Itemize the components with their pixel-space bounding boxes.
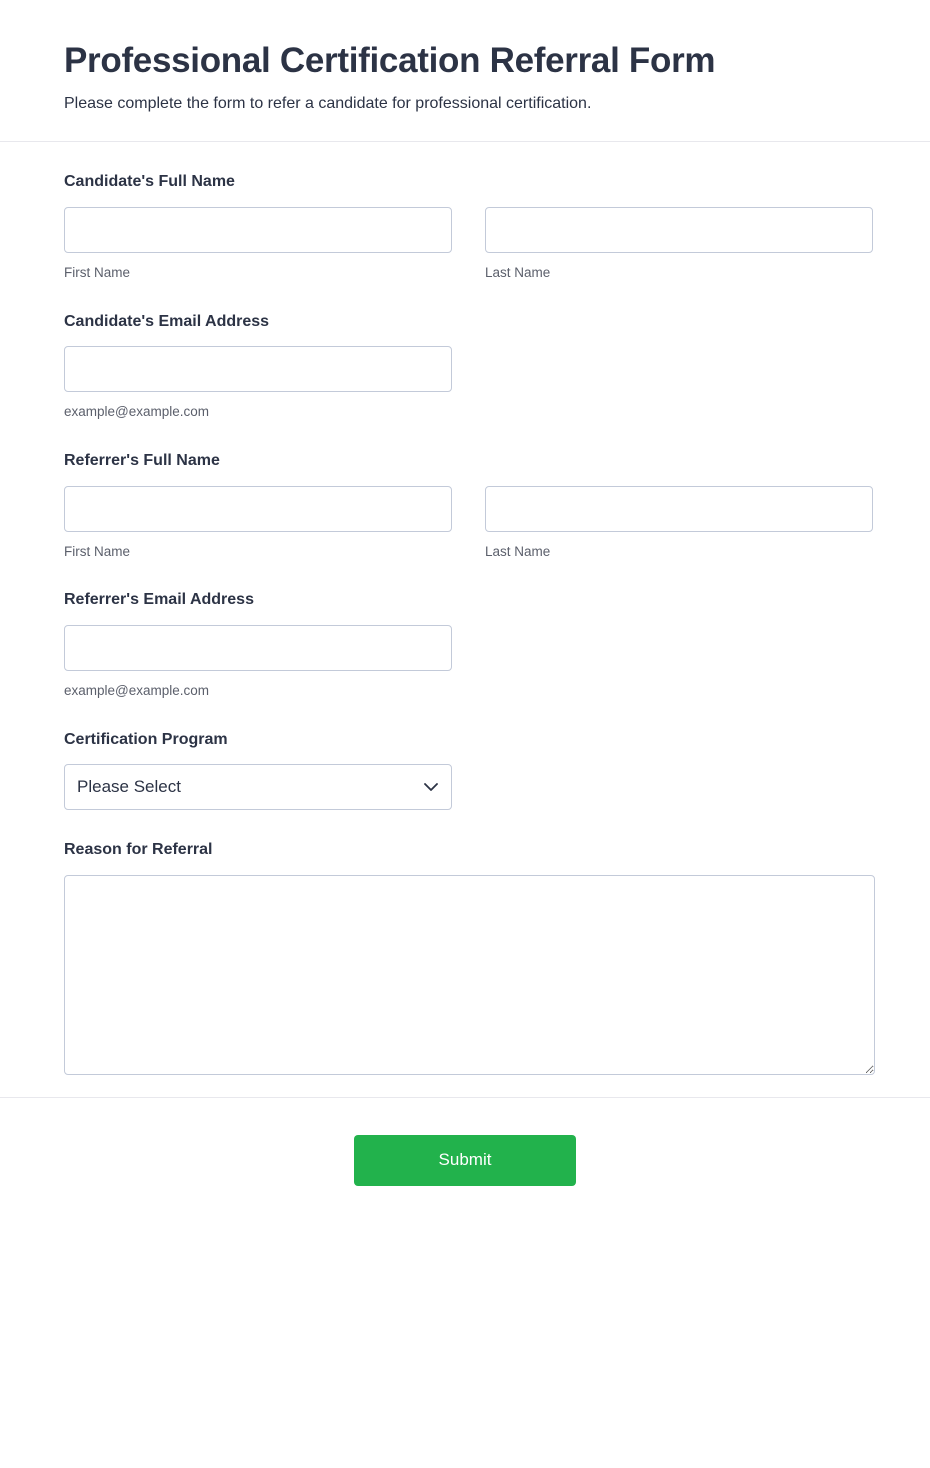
- certification-program-select[interactable]: [64, 764, 452, 810]
- referrer-last-name-sublabel: Last Name: [485, 543, 551, 559]
- field-label-certification-program: Certification Program: [64, 730, 228, 748]
- field-referrer-email: [64, 590, 866, 699]
- referrer-first-name-group: [64, 486, 452, 561]
- submit-button[interactable]: Submit: [354, 1135, 576, 1185]
- referrer-first-name-sublabel: First Name: [64, 543, 131, 559]
- name-row-referrer: [64, 486, 866, 561]
- field-candidate-email: [64, 312, 866, 421]
- candidate-email-sublabel: example@example.com: [64, 404, 210, 420]
- form-body: [0, 142, 930, 1075]
- reason-for-referral-textarea[interactable]: [64, 875, 875, 1075]
- name-row-candidate: [64, 207, 866, 282]
- field-label-candidate-email: Candidate's Email Address: [64, 312, 270, 330]
- field-referrer-full-name: [64, 451, 866, 560]
- referrer-last-name-input[interactable]: [485, 486, 873, 532]
- candidate-first-name-sublabel: First Name: [64, 264, 131, 280]
- candidate-first-name-group: [64, 207, 452, 282]
- candidate-last-name-sublabel: Last Name: [485, 264, 551, 280]
- field-label-candidate-full-name: Candidate's Full Name: [64, 173, 235, 191]
- referrer-first-name-input[interactable]: [64, 486, 452, 532]
- candidate-email-input[interactable]: [64, 346, 452, 392]
- candidate-last-name-group: [485, 207, 873, 282]
- field-label-referrer-full-name: Referrer's Full Name: [64, 451, 220, 469]
- candidate-email-group: [64, 346, 452, 421]
- field-label-referrer-email: Referrer's Email Address: [64, 591, 254, 609]
- form-footer: [0, 1097, 930, 1225]
- form-header: [0, 0, 930, 142]
- field-candidate-full-name: [64, 172, 866, 281]
- spacer: [64, 722, 866, 730]
- referrer-email-group: [64, 625, 452, 700]
- page-subtitle: Please complete the form to refer a candidate for professional certification.: [64, 95, 592, 112]
- referrer-last-name-group: [485, 486, 873, 561]
- field-certification-program: [64, 730, 866, 811]
- spacer: [64, 304, 866, 312]
- page-title: Professional Certification Referral Form: [64, 41, 716, 80]
- referrer-email-sublabel: example@example.com: [64, 683, 210, 699]
- candidate-last-name-input[interactable]: [485, 207, 873, 253]
- spacer: [64, 832, 866, 840]
- referrer-email-input[interactable]: [64, 625, 452, 671]
- candidate-first-name-input[interactable]: [64, 207, 452, 253]
- field-reason-for-referral: [64, 840, 866, 1075]
- certification-program-select-wrap[interactable]: [64, 764, 452, 810]
- spacer: [64, 443, 866, 451]
- field-label-reason-for-referral: Reason for Referral: [64, 841, 213, 859]
- spacer: [64, 582, 866, 590]
